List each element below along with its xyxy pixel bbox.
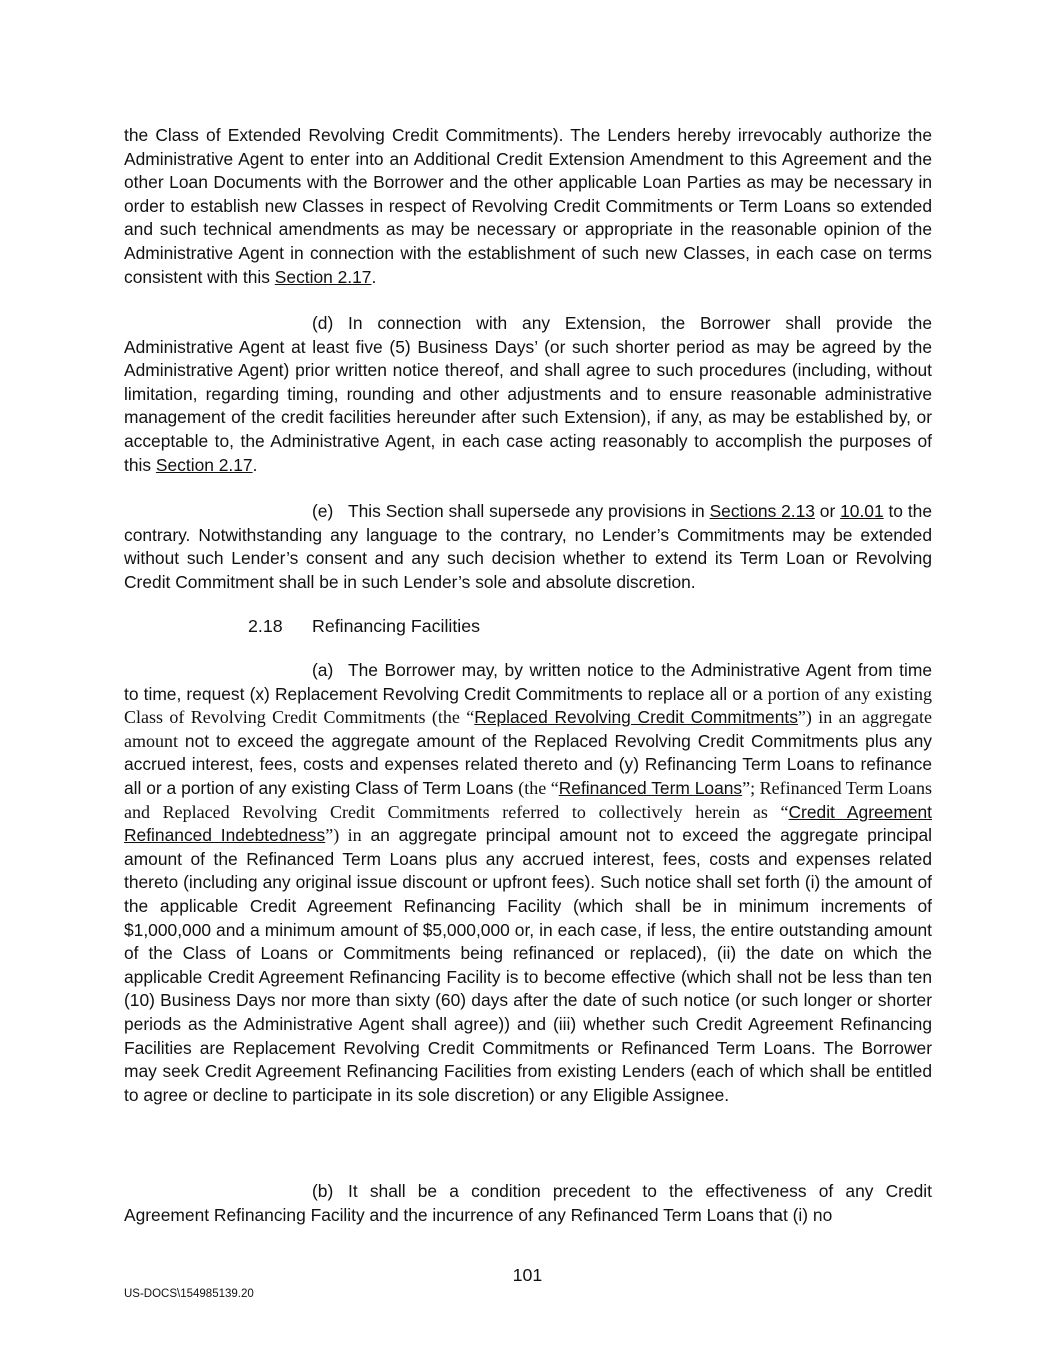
document-id: US-DOCS\154985139.20	[124, 1288, 254, 1300]
section-reference: Section 2.17	[274, 266, 372, 287]
defined-term: Credit Agreement Refinanced Indebtedness	[124, 801, 932, 846]
page-number: 101	[512, 1265, 543, 1285]
section-reference: Section 2.17	[155, 454, 253, 475]
clause-label: (d)	[312, 313, 334, 333]
defined-term: Refinanced Term Loans	[558, 777, 743, 798]
section-reference: Sections 2.13	[709, 501, 815, 521]
defined-term: Replaced Revolving Credit Commitments	[474, 707, 798, 728]
clause-label: (a)	[312, 660, 334, 680]
section-title: Refinancing Facilities	[312, 616, 481, 636]
paragraph-e: (e) This Section shall supersede any provisions in Sections 2.13 or 10.01 to the contrary. Notwithstanding any language to the contrary, no Lender’s Commitments may be extended without such Lender’s consent and any such decision whether to extend its Term Loan or Revolving Credit Commitment shall be in such Lender’s sole and absolute discretion.	[124, 501, 932, 592]
paragraph-continuation: the Class of Extended Revolving Credit Commitments). The Lenders hereby irrevocably authorize the Administrative Agent to enter into an Additional Credit Extension Amendment to this Agreement and the other Loan Documents with the Borrower and the other applicable Loan Parties as may be necessary in order to establish new Classes in respect of Revolving Credit Commitments or Term Loans so extended and such technical amendments as may be necessary or appropriate in the reasonable opinion of the Administrative Agent in connection with the establishment of such new Classes, in each case on terms consistent with this Section 2.17.	[124, 125, 932, 287]
clause-label: (b)	[312, 1181, 334, 1201]
section-heading	[248, 614, 480, 638]
section-number: 2.18	[248, 616, 283, 636]
paragraph-a: (a) The Borrower may, by written notice to the Administrative Agent from time to time, request (x) Replacement Revolving Credit Commitments to replace all or a portion of any existing Class of Revolving Credit Commitments (the “Replaced Revolving Credit Commitments”) in an aggregate amount not to exceed the aggregate amount of the Replaced Revolving Credit Commitments plus any accrued interest, fees, costs and expenses related thereto and (y) Refinancing Term Loans to refinance all or a portion of any existing Class of Term Loans (the “Refinanced Term Loans”; Refinanced Term Loans and Replaced Revolving Credit Commitments referred to collectively herein as “Credit Agreement Refinanced Indebtedness”) in an aggregate principal amount not to exceed the aggregate principal amount of the Refinanced Term Loans plus any accrued interest, fees, costs and expenses related thereto (including any original issue discount or upfront fees). Such notice shall set forth (i) the amount of the applicable Credit Agreement Refinancing Facility (which shall be in minimum increments of $1,000,000 and a minimum amount of $5,000,000 or, in each case, if less, the entire outstanding amount of the Class of Loans or Commitments being refinanced or replaced), (ii) the date on which the applicable Credit Agreement Refinancing Facility is to become effective (which shall not be less than ten (10) Business Days nor more than sixty (60) days after the date of such notice (or such longer or shorter periods as the Administrative Agent shall agree)) and (iii) whether such Credit Agreement Refinancing Facilities are Replacement Revolving Credit Commitments or Refinanced Term Loans. The Borrower may seek Credit Agreement Refinancing Facilities from existing Lenders (each of which shall be entitled to agree or decline to participate in its sole discretion) or any Eligible Assignee.	[124, 660, 933, 1105]
paragraph-b: (b) It shall be a condition precedent to the effectiveness of any Credit Agreement Refinancing Facility and the incurrence of any Refinanced Term Loans that (i) no	[124, 1181, 932, 1225]
clause-label: (e)	[312, 501, 334, 521]
section-reference: 10.01	[840, 501, 884, 521]
paragraph-d: (d) In connection with any Extension, the Borrower shall provide the Administrative Agent at least five (5) Business Days’ (or such shorter period as may be agreed by the Administrative Agent) prior written notice thereof, and shall agree to such procedures (including, without limitation, regarding timing, rounding and other adjustments and to ensure reasonable administrative management of the credit facilities hereunder after such Extension), if any, as may be established by, or acceptable to, the Administrative Agent, in each case acting reasonably to accomplish the purposes of this Section 2.17.	[124, 313, 932, 475]
